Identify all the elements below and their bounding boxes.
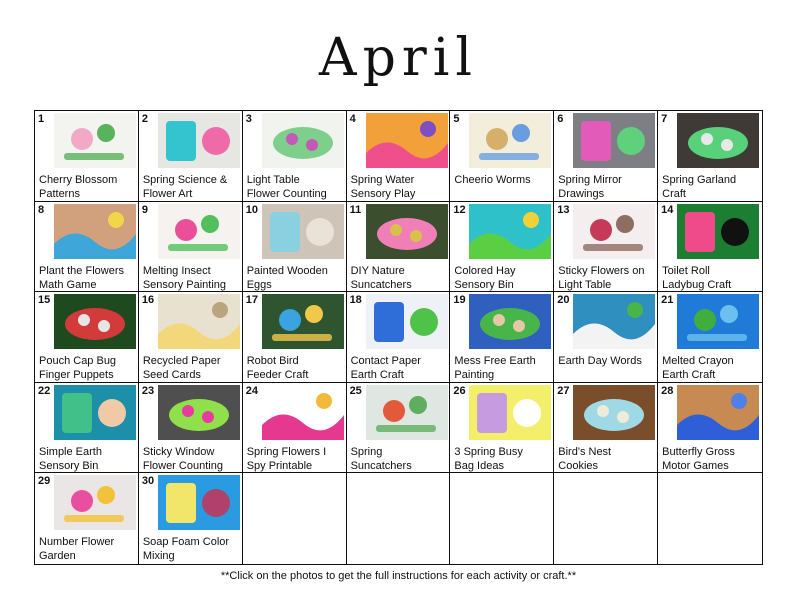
day-number: 27 [557, 384, 570, 397]
day-number: 23 [141, 384, 155, 397]
earth-painting-photo[interactable] [469, 294, 551, 349]
suncatcher-photo[interactable] [366, 204, 448, 259]
day-number: 25 [349, 384, 362, 397]
activity-label[interactable]: Spring Water Sensory Play [350, 174, 416, 200]
activity-label[interactable]: Melting Insect Sensory Painting [142, 264, 227, 291]
activity-label[interactable]: Mess Free Earth Painting [454, 355, 536, 382]
day-number: 16 [141, 294, 155, 307]
calendar-day-1 [35, 111, 139, 202]
calendar-day-23 [139, 383, 243, 474]
day-number: 9 [141, 203, 148, 216]
calendar-day-5 [450, 111, 554, 202]
activity-label[interactable]: Light Table Flower Counting [246, 174, 327, 200]
activity-label[interactable]: Cherry Blossom Patterns [39, 174, 118, 200]
day-number: 13 [557, 203, 570, 216]
footer-note: **Click on the photos to get the full instructions for each activity or craft.** [220, 570, 577, 582]
activity-label[interactable]: Recycled Paper Seed Cards [142, 355, 221, 382]
activity-label[interactable]: Cheerio Worms [454, 174, 531, 186]
activity-label[interactable]: Number Flower Garden [39, 536, 115, 563]
activity-label[interactable]: Spring Mirror Drawings [558, 174, 622, 200]
activity-label[interactable]: Earth Day Words [558, 355, 642, 368]
calendar-day-6 [554, 111, 658, 202]
earth-craft-photo[interactable] [366, 294, 448, 349]
activity-label[interactable]: Sticky Window Flower Counting [142, 445, 223, 472]
day-number: 10 [245, 203, 258, 216]
activity-label[interactable]: Spring Science & Flower Art [142, 174, 228, 200]
calendar-day-28 [658, 383, 762, 474]
activity-label[interactable]: Spring Suncatchers [350, 445, 412, 472]
calendar-day-19 [450, 292, 554, 383]
light-table-photo[interactable] [262, 113, 344, 168]
calendar-empty-cell [554, 473, 658, 564]
finger-puppet-photo[interactable] [54, 294, 136, 349]
activity-label[interactable]: Colored Hay Sensory Bin [454, 264, 516, 291]
hay-bin-photo[interactable] [469, 204, 551, 259]
number-garden-photo[interactable] [54, 475, 136, 530]
calendar-empty-cell [347, 473, 451, 564]
garland-photo[interactable] [677, 113, 759, 168]
calendar-empty-cell [658, 473, 762, 564]
water-play-photo[interactable] [366, 113, 448, 168]
day-number: 6 [557, 113, 564, 125]
calendar-day-7 [658, 111, 762, 202]
activity-label[interactable]: Butterfly Gross Motor Games [662, 445, 735, 472]
calendar-day-17 [243, 292, 347, 383]
seed-cards-photo[interactable] [158, 294, 240, 349]
activity-label[interactable]: Spring Flowers I Spy Printable [246, 445, 327, 472]
i-spy-printable-photo[interactable] [262, 385, 344, 440]
calendar-day-8 [35, 202, 139, 293]
day-number: 12 [453, 203, 466, 216]
flower-art-photo[interactable] [158, 113, 240, 168]
activity-label[interactable]: Painted Wooden Eggs [246, 264, 328, 291]
calendar-day-15 [35, 292, 139, 383]
sticky-flowers-photo[interactable] [573, 204, 655, 259]
plant-flowers-photo[interactable] [54, 204, 136, 259]
calendar-day-3 [243, 111, 347, 202]
activity-label[interactable]: Sticky Flowers on Light Table [558, 264, 645, 291]
day-number: 14 [661, 203, 674, 216]
busy-bag-photo[interactable] [469, 385, 551, 440]
calendar-day-12 [450, 202, 554, 293]
activity-label[interactable]: Simple Earth Sensory Bin [39, 445, 102, 472]
wooden-eggs-photo[interactable] [262, 204, 344, 259]
day-number: 29 [38, 475, 51, 488]
day-number: 5 [453, 113, 460, 125]
day-number: 1 [38, 113, 45, 125]
ladybug-craft-photo[interactable] [677, 204, 759, 259]
day-number: 2 [141, 113, 148, 125]
day-number: 26 [453, 384, 466, 397]
window-flowers-photo[interactable] [158, 385, 240, 440]
activity-label[interactable]: Bird's Nest Cookies [558, 445, 612, 472]
calendar-day-18 [347, 292, 451, 383]
day-number: 22 [38, 384, 51, 397]
calendar-day-21 [658, 292, 762, 383]
calendar-empty-cell [243, 473, 347, 564]
day-number: 3 [245, 113, 252, 125]
activity-label[interactable]: 3 Spring Busy Bag Ideas [454, 445, 523, 472]
calendar-day-13 [554, 202, 658, 293]
activity-label[interactable]: Robot Bird Feeder Craft [246, 355, 309, 382]
activity-label[interactable]: Plant the Flowers Math Game [39, 264, 124, 291]
day-number: 24 [245, 384, 258, 397]
crayon-earth-photo[interactable] [677, 294, 759, 349]
calendar-day-16 [139, 292, 243, 383]
activity-label[interactable]: Soap Foam Color Mixing [142, 536, 230, 563]
activity-label[interactable]: Melted Crayon Earth Craft [662, 355, 734, 382]
calendar-day-11 [347, 202, 451, 293]
activity-label[interactable]: DIY Nature Suncatchers [350, 264, 412, 291]
spring-suncatcher-photo[interactable] [366, 385, 448, 440]
day-number: 15 [38, 294, 51, 307]
day-number: 4 [349, 113, 356, 125]
day-number: 18 [349, 294, 362, 307]
insect-painting-photo[interactable] [158, 204, 240, 259]
activity-label[interactable]: Toilet Roll Ladybug Craft [662, 264, 732, 291]
cherry-blossom-photo[interactable] [54, 113, 136, 168]
calendar-day-14 [658, 202, 762, 293]
calendar-day-22 [35, 383, 139, 474]
day-number: 21 [661, 294, 674, 307]
calendar-day-30 [139, 473, 243, 564]
day-number: 17 [245, 294, 258, 307]
mirror-drawing-photo[interactable] [573, 113, 655, 168]
activity-label[interactable]: Pouch Cap Bug Finger Puppets [39, 355, 117, 382]
calendar-title: April [319, 28, 478, 88]
sensory-bin-photo[interactable] [54, 385, 136, 440]
calendar-day-25 [347, 383, 451, 474]
cheerio-worm-photo[interactable] [469, 113, 551, 168]
day-number: 7 [661, 113, 668, 125]
calendar-day-9 [139, 202, 243, 293]
soap-foam-photo[interactable] [158, 475, 240, 530]
day-number: 20 [557, 294, 570, 307]
day-number: 8 [38, 203, 45, 216]
calendar-day-10 [243, 202, 347, 293]
butterfly-game-photo[interactable] [677, 385, 759, 440]
activity-label[interactable]: Contact Paper Earth Craft [350, 355, 421, 382]
calendar-day-29 [35, 473, 139, 564]
calendar-day-24 [243, 383, 347, 474]
day-number: 28 [661, 384, 674, 397]
earth-words-photo[interactable] [573, 294, 655, 349]
calendar-grid [34, 110, 763, 565]
calendar-empty-cell [450, 473, 554, 564]
calendar-day-2 [139, 111, 243, 202]
day-number: 19 [453, 294, 466, 307]
calendar-day-20 [554, 292, 658, 383]
calendar-day-27 [554, 383, 658, 474]
robot-feeder-photo[interactable] [262, 294, 344, 349]
day-number: 11 [349, 203, 362, 216]
activity-label[interactable]: Spring Garland Craft [662, 174, 737, 200]
day-number: 30 [141, 475, 155, 488]
nest-cookies-photo[interactable] [573, 385, 655, 440]
calendar-day-26 [450, 383, 554, 474]
calendar-day-4 [347, 111, 451, 202]
